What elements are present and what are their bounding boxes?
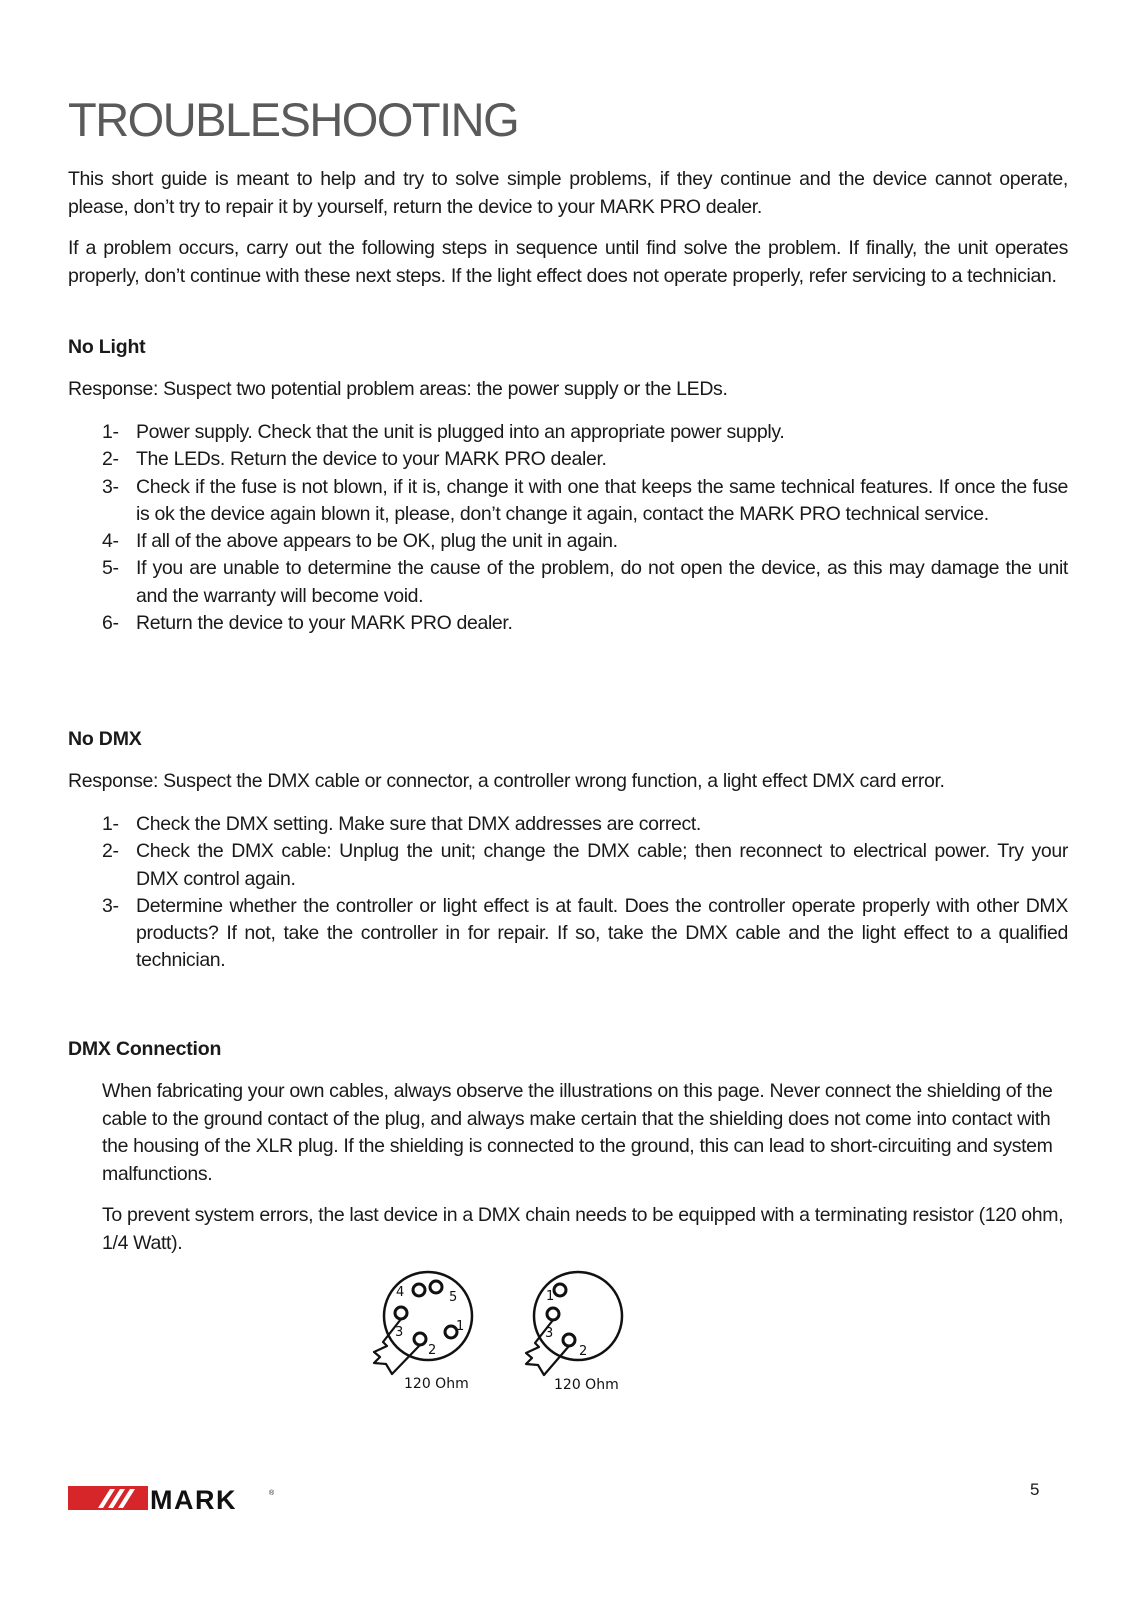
no-light-heading: No Light [68,336,146,358]
xlr-5pin-connector [374,1272,472,1392]
pin-3 [547,1308,559,1320]
pin-label: 4 [396,1285,405,1300]
pin-label: 3 [395,1325,404,1340]
no-dmx-steps [102,811,1068,975]
list-item [102,419,1068,446]
list-item [102,528,1068,555]
step-number: 2- [102,840,119,863]
step-number: 6- [102,612,119,635]
step-number: 1- [102,813,119,835]
step-number: 2- [102,448,119,471]
list-item [102,446,1068,473]
logo-wordmark: MARK [150,1485,237,1514]
no-dmx-heading: No DMX [68,728,142,750]
step-text: Power supply. Check that the unit is plugged into an appropriate power supply. [136,421,785,443]
step-text: Check the DMX cable: Unplug the unit; change the DMX cable; then reconnect to electrical power. Try your DMX control again. [136,840,1068,890]
intro-paragraph-2: If a problem occurs, carry out the following steps in sequence until find solve the problem. If finally, the unit operates properly, don’t continue with these next steps. If the light effect does not operate properly, refer servicing to a technician. [68,237,1068,287]
step-number: 5- [102,557,119,580]
pin-3 [395,1307,407,1319]
pin-label: 3 [545,1326,554,1341]
page-title: TROUBLESHOOTING [68,93,519,146]
step-text: The LEDs. Return the device to your MARK PRO dealer. [136,448,607,471]
xlr-terminator-diagram [370,1270,630,1400]
pin-label: 2 [579,1344,588,1359]
mark-logo [68,1484,280,1514]
pin-label: 1 [456,1319,465,1334]
list-item [102,838,1068,893]
step-text: Check if the fuse is not blown, if it is, change it with one that keeps the same technical features. If once the fuse is ok the device again blown it, please, don’t change it again, contact the MARK PRO technical service. [136,475,1068,525]
pin-1 [554,1284,566,1296]
step-text: Return the device to your MARK PRO dealer. [136,612,513,635]
resistor-label: 120 Ohm [554,1377,619,1393]
resistor-label: 120 Ohm [404,1376,469,1392]
list-item [102,610,1068,637]
dmx-connection-paragraph-2: To prevent system errors, the last device in a DMX chain needs to be equipped with a terminating resistor (120 ohm, 1/4 Watt). [102,1204,1064,1254]
step-number: 3- [102,475,119,498]
dmx-connection-heading: DMX Connection [68,1038,222,1060]
step-text: Determine whether the controller or light effect is at fault. Does the controller operate properly with other DMX products? If not, take the controller in for repair. If so, take the DMX cable and the light effect to a qualified technician. [136,894,1068,972]
pin-2 [414,1333,426,1345]
xlr-3pin-connector [526,1272,622,1393]
no-light-response: Response: Suspect two potential problem areas: the power supply or the LEDs. [68,378,728,400]
pin-4 [413,1284,425,1296]
step-number: 4- [102,530,119,553]
pin-label: 5 [449,1290,458,1305]
list-item [102,474,1068,529]
list-item [102,555,1068,610]
list-item [102,811,1068,838]
step-text: If all of the above appears to be OK, plug the unit in again. [136,530,618,553]
no-light-steps [102,419,1068,637]
intro-paragraph-1: This short guide is meant to help and try to solve simple problems, if they continue and the device cannot operate, please, don’t try to repair it by yourself, return the device to your MARK PRO dealer. [68,168,1068,218]
dmx-connection-paragraph-1: When fabricating your own cables, always observe the illustrations on this page. Never connect the shielding of the cable to the ground contact of the plug, and always make certain that the shielding does not come into contact with the housing of the XLR plug. If the shielding is connected to the ground, this can lead to short-circuiting and system malfunctions. [102,1080,1053,1185]
trademark-symbol: ® [269,1490,275,1497]
pin-label: 1 [546,1289,555,1304]
step-number: 3- [102,894,119,917]
list-item [102,893,1068,975]
step-text: If you are unable to determine the cause of the problem, do not open the device, as this may damage the unit and the warranty will become void. [136,557,1068,607]
pin-label: 2 [428,1343,437,1358]
pin-2 [563,1334,575,1346]
pin-5 [430,1281,442,1293]
step-text: Check the DMX setting. Make sure that DMX addresses are correct. [136,813,701,835]
page-number: 5 [1030,1480,1040,1499]
step-number: 1- [102,421,119,443]
no-dmx-response: Response: Suspect the DMX cable or connector, a controller wrong function, a light effect DMX card error. [68,770,945,792]
